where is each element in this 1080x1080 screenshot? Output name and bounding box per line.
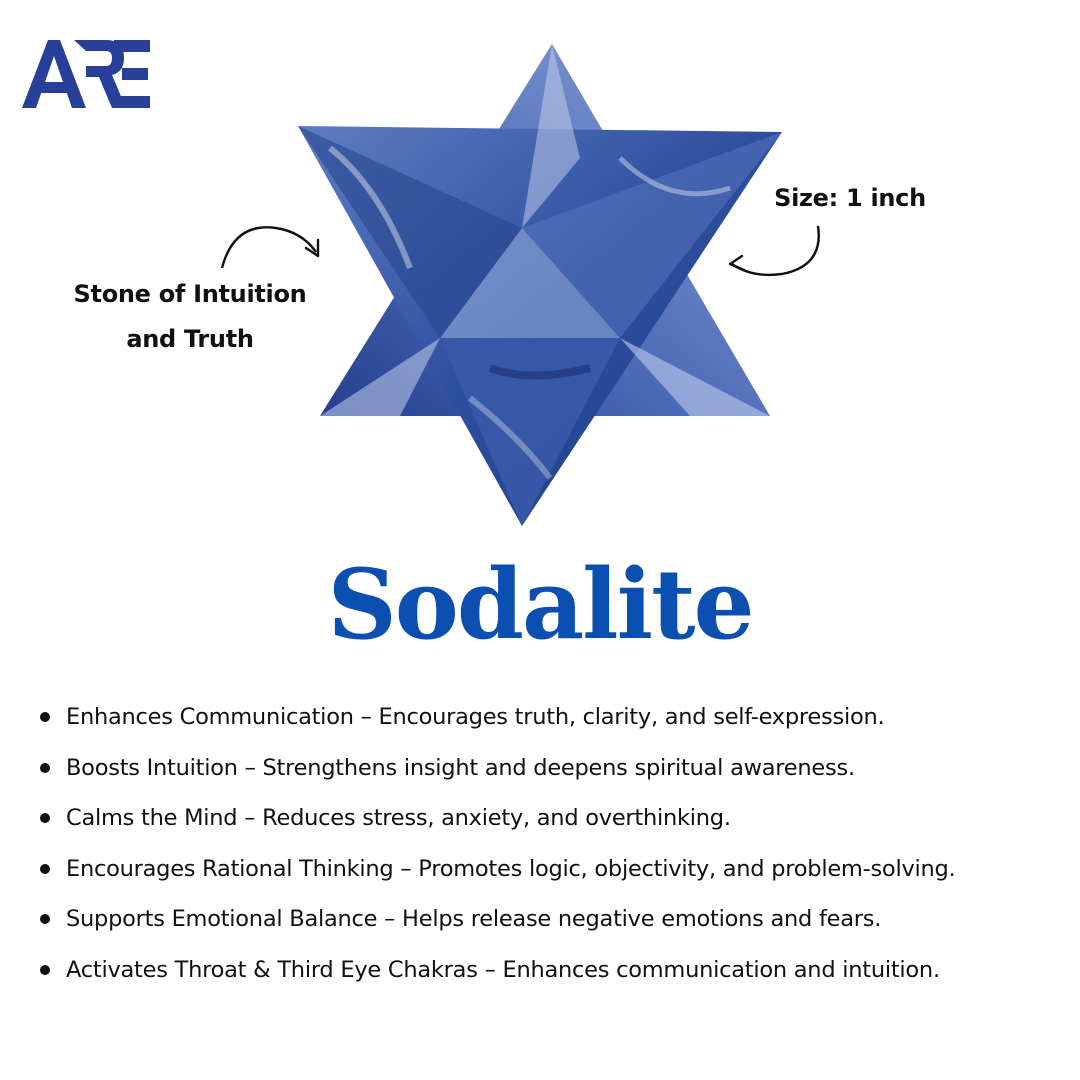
- bullet-icon: [40, 763, 50, 773]
- size-callout: Size: 1 inch: [774, 184, 926, 212]
- sodalite-merkaba-image: [290, 38, 790, 528]
- curved-arrow-icon: [212, 218, 330, 274]
- benefits-list: [36, 694, 1066, 998]
- list-item: [36, 896, 1066, 947]
- benefit-text: Supports Emotional Balance – Helps release negative emotions and fears.: [66, 906, 882, 933]
- benefit-text: Activates Throat & Third Eye Chakras – Enhances communication and intuition.: [66, 956, 940, 983]
- list-item: [36, 846, 1066, 897]
- list-item: [36, 745, 1066, 796]
- benefit-text: Encourages Rational Thinking – Promotes logic, objectivity, and problem-solving.: [66, 855, 956, 882]
- list-item: [36, 947, 1066, 998]
- bullet-icon: [40, 914, 50, 924]
- product-title: Sodalite: [327, 548, 753, 661]
- brand-logo: [22, 38, 150, 110]
- benefit-text: Boosts Intuition – Strengthens insight and deepens spiritual awareness.: [66, 754, 855, 781]
- bullet-icon: [40, 712, 50, 722]
- list-item: [36, 795, 1066, 846]
- benefit-text: Calms the Mind – Reduces stress, anxiety, and overthinking.: [66, 805, 731, 832]
- bullet-icon: [40, 864, 50, 874]
- intuition-callout: [60, 272, 320, 362]
- bullet-icon: [40, 965, 50, 975]
- intuition-callout-line1: Stone of Intuition: [73, 280, 307, 308]
- curved-arrow-icon: [722, 222, 826, 282]
- list-item: [36, 694, 1066, 745]
- benefit-text: Enhances Communication – Encourages truth, clarity, and self-expression.: [66, 704, 885, 730]
- intuition-callout-line2: and Truth: [126, 325, 254, 353]
- bullet-icon: [40, 813, 50, 823]
